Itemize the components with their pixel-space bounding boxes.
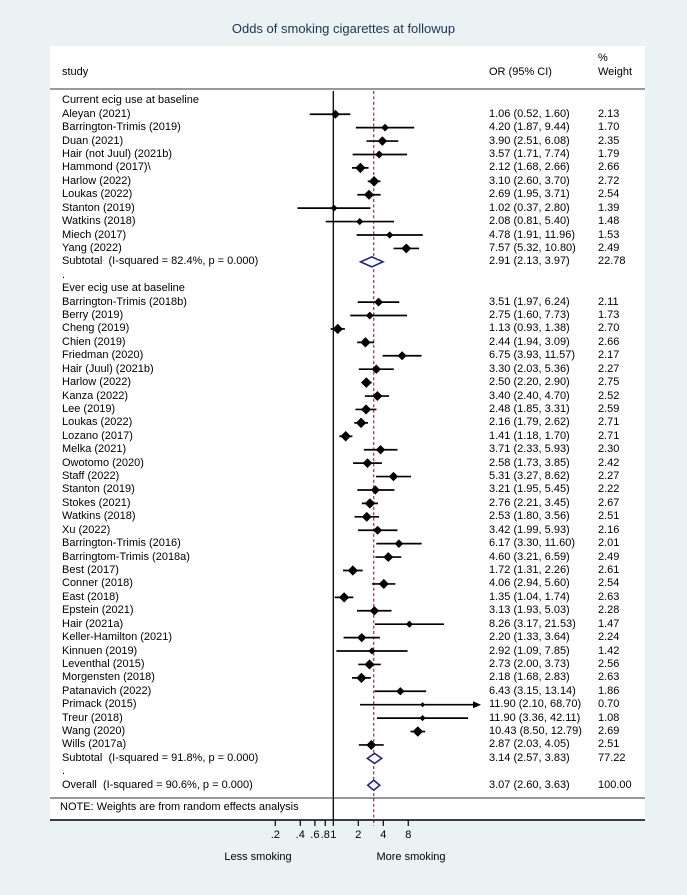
weight-value: 1.48 bbox=[598, 215, 620, 228]
or-ci-value: 2.44 (1.94, 3.09) bbox=[489, 335, 570, 348]
or-ci-value: 2.20 (1.33, 3.64) bbox=[489, 631, 570, 644]
or-ci-value: 2.75 (1.60, 7.73) bbox=[489, 309, 570, 322]
axis-tick-label: .2 bbox=[270, 829, 280, 841]
or-ci-value: 2.91 (2.13, 3.97) bbox=[489, 255, 570, 268]
or-ci-value: 2.12 (1.68, 2.66) bbox=[489, 161, 570, 174]
weight-value: 2.71 bbox=[598, 416, 620, 429]
or-ci-value: 11.90 (2.10, 68.70) bbox=[489, 698, 582, 711]
weight-value: 2.70 bbox=[598, 322, 620, 335]
study-label: East (2018) bbox=[62, 590, 119, 603]
weight-value: 2.51 bbox=[598, 510, 620, 523]
study-label: Owotomo (2020) bbox=[62, 456, 144, 469]
weight-value: 2.54 bbox=[598, 577, 620, 590]
or-ci-value: 1.35 (1.04, 1.74) bbox=[489, 590, 570, 603]
study-label: Morgensten (2018) bbox=[62, 671, 155, 684]
weight-value: 2.16 bbox=[598, 523, 620, 536]
or-ci-value: 3.10 (2.60, 3.70) bbox=[489, 174, 570, 187]
study-label: Subtotal (I-squared = 91.8%, p = 0.000) bbox=[62, 751, 259, 764]
study-label: Loukas (2022) bbox=[62, 416, 133, 429]
axis-tick-label: .4 bbox=[295, 829, 305, 841]
or-ci-value: 2.76 (2.21, 3.45) bbox=[489, 496, 570, 509]
or-ci-value: 3.71 (2.33, 5.93) bbox=[489, 443, 570, 456]
or-ci-value: 3.40 (2.40, 4.70) bbox=[489, 389, 570, 402]
weight-value: 2.54 bbox=[598, 188, 620, 201]
weight-value: 2.72 bbox=[598, 174, 620, 187]
weight-value: 2.51 bbox=[598, 738, 620, 751]
weight-value: 2.22 bbox=[598, 483, 620, 496]
study-label: Subtotal (I-squared = 82.4%, p = 0.000) bbox=[62, 255, 259, 268]
study-label: Miech (2017) bbox=[62, 228, 127, 241]
or-ci-value: 11.90 (3.36, 42.11) bbox=[489, 711, 581, 724]
weight-value: 2.49 bbox=[598, 550, 620, 563]
study-label: Wills (2017a) bbox=[62, 738, 127, 751]
or-ci-value: 2.53 (1.80, 3.56) bbox=[489, 510, 570, 523]
or-ci-value: 4.78 (1.91, 11.96) bbox=[489, 228, 576, 241]
weight-value: 2.61 bbox=[598, 564, 620, 576]
study-label: Loukas (2022) bbox=[62, 188, 133, 201]
study-label: Chien (2019) bbox=[62, 335, 126, 348]
study-label: Berry (2019) bbox=[62, 309, 124, 322]
study-label: Best (2017) bbox=[62, 564, 119, 576]
weight-value: 2.69 bbox=[598, 725, 620, 738]
column-header-study: study bbox=[62, 66, 89, 78]
study-label: Harlow (2022) bbox=[62, 376, 132, 389]
study-label: Hammond (2017)\ bbox=[62, 161, 151, 174]
study-label: Melka (2021) bbox=[62, 443, 127, 456]
study-label: Patanavich (2022) bbox=[62, 684, 152, 697]
axis-label-more-smoking: More smoking bbox=[376, 851, 446, 863]
study-label: Cheng (2019) bbox=[62, 322, 130, 335]
study-label: Kinnuen (2019) bbox=[62, 644, 138, 657]
study-label: Lozano (2017) bbox=[62, 429, 133, 442]
study-label: Aleyan (2021) bbox=[62, 107, 131, 120]
weight-value: 77.22 bbox=[598, 751, 626, 764]
weight-value: 1.47 bbox=[598, 617, 620, 630]
or-ci-value: 8.26 (3.17, 21.53) bbox=[489, 617, 576, 630]
chart-title: Odds of smoking cigarettes at followup bbox=[231, 21, 456, 36]
study-label: Treur (2018) bbox=[62, 711, 123, 724]
study-label: Barrington-Trimis (2019) bbox=[62, 121, 181, 134]
weight-value: 2.56 bbox=[598, 657, 620, 670]
study-label: Wang (2020) bbox=[62, 725, 126, 738]
or-ci-value: 4.60 (3.21, 6.59) bbox=[489, 550, 570, 563]
weight-value: 2.17 bbox=[598, 349, 620, 362]
or-ci-value: 6.17 (3.30, 11.60) bbox=[489, 537, 576, 550]
group-label: Current ecig use at baseline bbox=[62, 94, 199, 107]
axis-tick-label: 4 bbox=[380, 829, 387, 841]
weight-value: 1.70 bbox=[598, 121, 620, 134]
study-label: Friedman (2020) bbox=[62, 349, 144, 362]
weight-value: 2.63 bbox=[598, 671, 620, 684]
study-label: Xu (2022) bbox=[62, 523, 111, 536]
axis-tick-label: 2 bbox=[355, 829, 362, 841]
or-ci-value: 3.07 (2.60, 3.63) bbox=[489, 778, 570, 791]
or-ci-value: 2.73 (2.00, 3.73) bbox=[489, 657, 570, 670]
or-ci-value: 3.57 (1.71, 7.74) bbox=[489, 147, 570, 160]
study-label: Hair (2021a) bbox=[62, 617, 124, 630]
or-ci-value: 3.21 (1.95, 5.45) bbox=[489, 483, 570, 496]
study-label: Watkins (2018) bbox=[62, 215, 136, 228]
axis-tick-label: 8 bbox=[405, 829, 412, 841]
weight-value: 1.73 bbox=[598, 309, 620, 322]
weight-value: 100.00 bbox=[598, 778, 632, 791]
study-label: Barringtom-Trimis (2018a) bbox=[62, 550, 190, 563]
study-label: Leventhal (2015) bbox=[62, 657, 145, 670]
study-label: Stanton (2019) bbox=[62, 483, 135, 496]
or-ci-value: 2.92 (1.09, 7.85) bbox=[489, 644, 570, 657]
study-label: Barrington-Trimis (2016) bbox=[62, 537, 181, 550]
study-label: Yang (2022) bbox=[62, 241, 122, 254]
weight-value: 2.30 bbox=[598, 443, 620, 456]
study-label: Primack (2015) bbox=[62, 698, 137, 711]
or-ci-value: 3.30 (2.03, 5.36) bbox=[489, 362, 570, 375]
study-label: Duan (2021) bbox=[62, 134, 124, 147]
or-ci-value: 2.08 (0.81, 5.40) bbox=[489, 215, 570, 228]
or-ci-value: 6.75 (3.93, 11.57) bbox=[489, 349, 576, 362]
study-label: Keller-Hamilton (2021) bbox=[62, 631, 173, 644]
weight-value: 2.75 bbox=[598, 376, 620, 389]
or-ci-value: 1.41 (1.18, 1.70) bbox=[489, 429, 570, 442]
column-header-or-ci: OR (95% CI) bbox=[489, 66, 552, 78]
weight-value: 2.66 bbox=[598, 161, 620, 174]
study-label: Hair (not Juul) (2021b) bbox=[62, 147, 173, 160]
study-label: Lee (2019) bbox=[62, 402, 116, 415]
weight-value: 22.78 bbox=[598, 255, 626, 268]
weight-value: 2.66 bbox=[598, 335, 620, 348]
or-ci-value: 2.58 (1.73, 3.85) bbox=[489, 456, 570, 469]
weight-value: 2.59 bbox=[598, 402, 620, 415]
study-label: Stokes (2021) bbox=[62, 496, 131, 509]
weight-value: 2.13 bbox=[598, 107, 620, 120]
or-ci-value: 2.16 (1.79, 2.62) bbox=[489, 416, 570, 429]
or-ci-value: 1.06 (0.52, 1.60) bbox=[489, 107, 570, 120]
weight-value: 2.71 bbox=[598, 429, 620, 442]
study-label: Overall (I-squared = 90.6%, p = 0.000) bbox=[62, 778, 253, 791]
or-ci-value: 1.02 (0.37, 2.80) bbox=[489, 201, 570, 214]
weight-value: 2.49 bbox=[598, 241, 620, 254]
study-label: . bbox=[62, 765, 66, 778]
note-text: NOTE: Weights are from random effects analysis bbox=[60, 801, 299, 813]
study-label: Stanton (2019) bbox=[62, 201, 135, 214]
weight-value: 2.27 bbox=[598, 362, 620, 375]
group-label: Ever ecig use at baseline bbox=[62, 282, 185, 295]
weight-value: 2.63 bbox=[598, 590, 620, 603]
or-ci-value: 2.87 (2.03, 4.05) bbox=[489, 738, 570, 751]
weight-value: 1.39 bbox=[598, 201, 620, 214]
or-ci-value: 7.57 (5.32, 10.80) bbox=[489, 241, 576, 254]
weight-value: 2.67 bbox=[598, 496, 620, 509]
study-label: Staff (2022) bbox=[62, 470, 120, 483]
weight-value: 2.42 bbox=[598, 456, 620, 469]
or-ci-value: 5.31 (3.27, 8.62) bbox=[489, 470, 570, 483]
study-label: Barrington-Trimis (2018b) bbox=[62, 295, 187, 308]
axis-tick-label: .8 bbox=[320, 829, 330, 841]
axis-tick-label: 1 bbox=[330, 829, 337, 841]
column-header-weight: Weight bbox=[598, 66, 633, 78]
weight-value: 0.70 bbox=[598, 698, 620, 711]
weight-value: 1.42 bbox=[598, 644, 620, 657]
or-ci-value: 3.14 (2.57, 3.83) bbox=[489, 751, 570, 764]
or-ci-value: 2.18 (1.68, 2.83) bbox=[489, 671, 570, 684]
axis-tick-label: .6 bbox=[310, 829, 320, 841]
weight-value: 2.01 bbox=[598, 537, 620, 550]
study-label: Harlow (2022) bbox=[62, 174, 132, 187]
weight-value: 1.79 bbox=[598, 147, 620, 160]
study-label: . bbox=[62, 268, 66, 281]
weight-value: 1.53 bbox=[598, 228, 620, 241]
or-ci-value: 2.69 (1.95, 3.71) bbox=[489, 188, 570, 201]
or-ci-value: 1.13 (0.93, 1.38) bbox=[489, 322, 570, 335]
study-label: Hair (Juul) (2021b) bbox=[62, 362, 154, 375]
axis-label-less-smoking: Less smoking bbox=[224, 851, 292, 863]
weight-value: 2.11 bbox=[598, 295, 619, 308]
or-ci-value: 10.43 (8.50, 12.79) bbox=[489, 725, 582, 738]
or-ci-value: 3.13 (1.93, 5.03) bbox=[489, 604, 570, 617]
study-label: Kanza (2022) bbox=[62, 389, 129, 402]
weight-value: 2.28 bbox=[598, 604, 620, 617]
or-ci-value: 6.43 (3.15, 13.14) bbox=[489, 684, 576, 697]
weight-value: 2.35 bbox=[598, 134, 620, 147]
or-ci-value: 2.48 (1.85, 3.31) bbox=[489, 402, 570, 415]
or-ci-value: 3.51 (1.97, 6.24) bbox=[489, 295, 570, 308]
or-ci-value: 3.42 (1.99, 5.93) bbox=[489, 523, 570, 536]
weight-value: 1.08 bbox=[598, 711, 620, 724]
study-label: Epstein (2021) bbox=[62, 604, 134, 617]
weight-value: 2.52 bbox=[598, 389, 620, 402]
or-ci-value: 4.06 (2.94, 5.60) bbox=[489, 577, 570, 590]
or-ci-value: 3.90 (2.51, 6.08) bbox=[489, 134, 570, 147]
study-label: Conner (2018) bbox=[62, 577, 133, 590]
or-ci-value: 2.50 (2.20, 2.90) bbox=[489, 376, 570, 389]
weight-value: 1.86 bbox=[598, 684, 620, 697]
column-header-percent: % bbox=[598, 52, 608, 64]
weight-value: 2.27 bbox=[598, 470, 620, 483]
or-ci-value: 4.20 (1.87, 9.44) bbox=[489, 121, 570, 134]
study-label: Watkins (2018) bbox=[62, 510, 136, 523]
or-ci-value: 1.72 (1.31, 2.26) bbox=[489, 564, 570, 576]
weight-value: 2.24 bbox=[598, 631, 620, 644]
